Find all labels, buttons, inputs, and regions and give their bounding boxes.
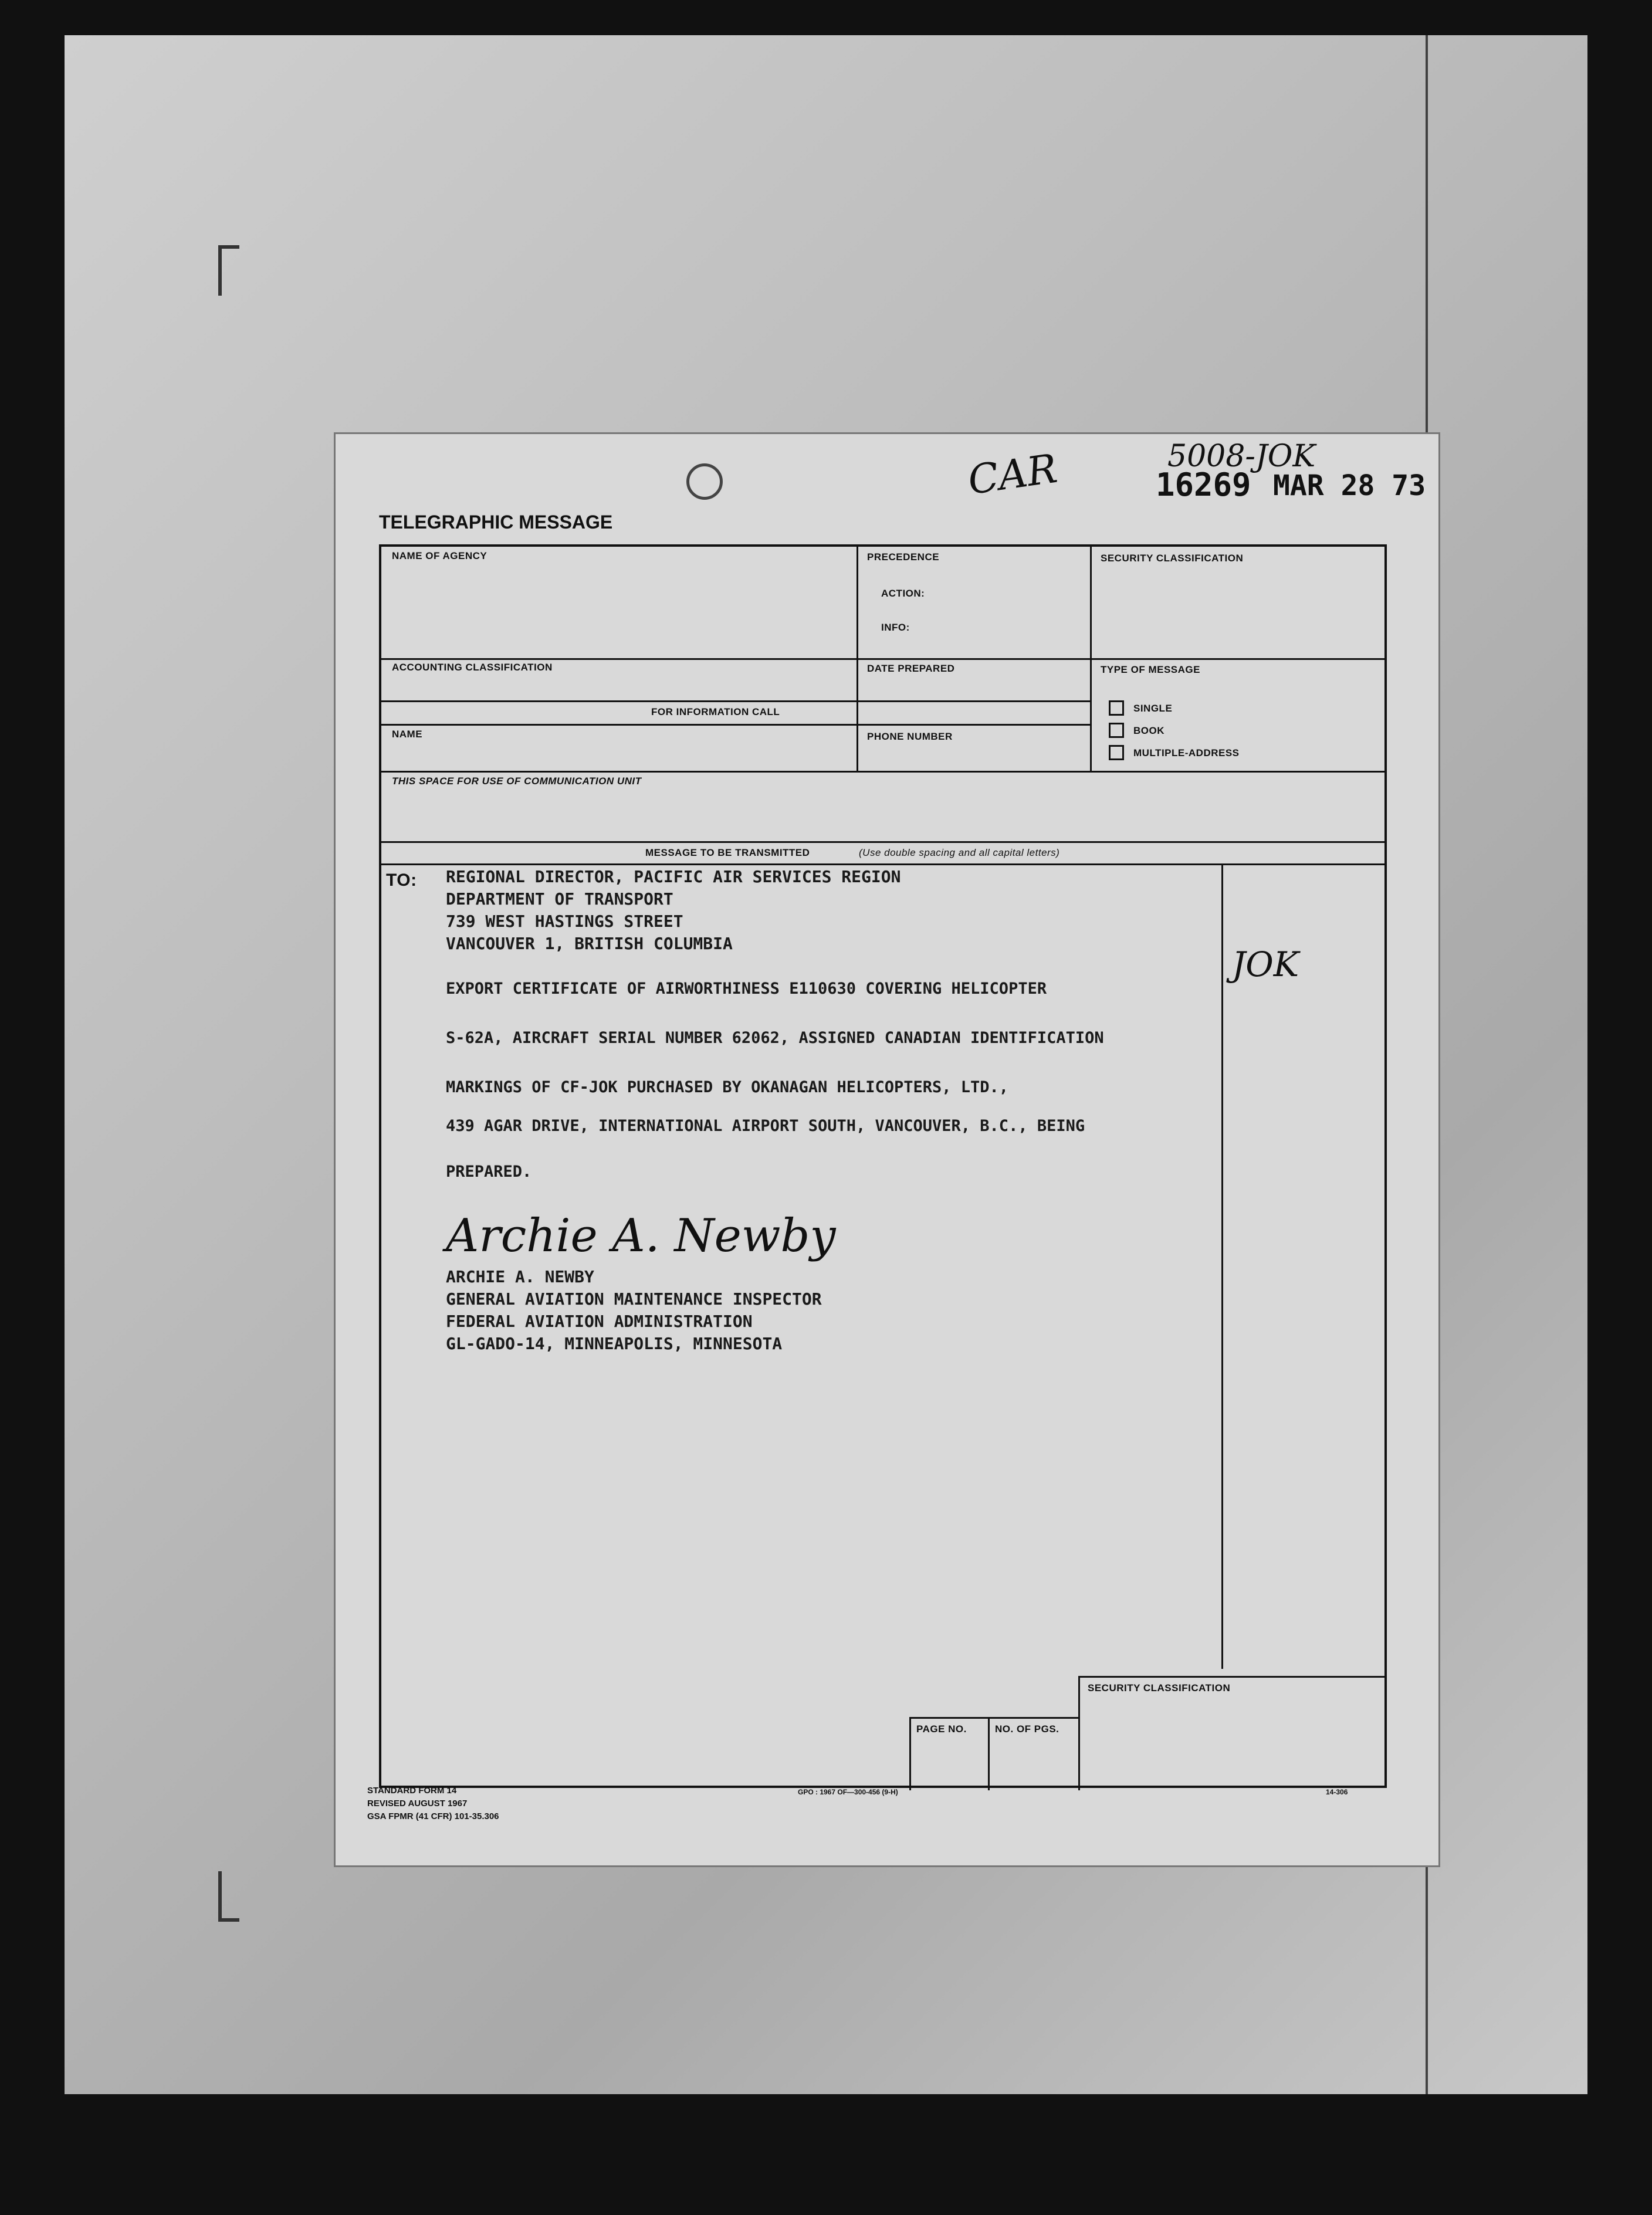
crop-mark-bottom-left [218,1871,239,1922]
signature: Archie A. Newby [446,1210,836,1262]
label-single: SINGLE [1133,703,1173,714]
crop-mark-top-left [218,245,239,296]
signer-line-4: GL-GADO-14, MINNEAPOLIS, MINNESOTA [446,1334,783,1353]
label-security-classification-bottom: SECURITY CLASSIFICATION [1088,1682,1231,1694]
label-name-of-agency: NAME OF AGENCY [392,550,488,561]
label-message-header-note: (Use double spacing and all capital letters) [859,847,1060,858]
handwritten-car: CAR [965,445,1061,504]
punch-hole [686,463,723,500]
body-line-4: 439 AGAR DRIVE, INTERNATIONAL AIRPORT SOUTH, VANCOUVER, B.C., BEING [446,1117,1085,1135]
label-to: TO: [386,871,417,890]
label-security-classification: SECURITY CLASSIFICATION [1101,553,1244,564]
label-precedence: PRECEDENCE [867,551,940,563]
body-line-1: EXPORT CERTIFICATE OF AIRWORTHINESS E110630 COVERING HELICOPTER [446,980,1047,998]
address-line-3: 739 WEST HASTINGS STREET [446,912,683,931]
footer-revised: REVISED AUGUST 1967 [367,1799,468,1808]
footer-form-number: STANDARD FORM 14 [367,1786,457,1796]
footer-fpmr: GSA FPMR (41 CFR) 101-35.306 [367,1811,499,1821]
signer-line-3: FEDERAL AVIATION ADMINISTRATION [446,1312,753,1331]
label-for-information-call: FOR INFORMATION CALL [651,706,780,717]
form-title: TELEGRAPHIC MESSAGE [379,512,613,533]
label-type-of-message: TYPE OF MESSAGE [1101,664,1200,675]
checkbox-multiple-address[interactable] [1109,745,1124,760]
label-name: NAME [392,729,423,740]
address-line-2: DEPARTMENT OF TRANSPORT [446,889,673,909]
signer-line-1: ARCHIE A. NEWBY [446,1267,594,1286]
body-line-2: S-62A, AIRCRAFT SERIAL NUMBER 62062, ASSIGNED CANADIAN IDENTIFICATION [446,1029,1104,1047]
handwritten-margin-note: JOK [1232,944,1299,984]
label-message-header: MESSAGE TO BE TRANSMITTED [645,847,810,858]
label-info: INFO: [881,622,910,633]
label-page-no: PAGE NO. [916,1723,967,1735]
footer-code: 14-306 [1326,1788,1348,1796]
received-date: MAR 28 73 [1273,469,1426,502]
body-line-3: MARKINGS OF CF-JOK PURCHASED BY OKANAGAN HELICOPTERS, LTD., [446,1078,1009,1096]
address-line-1: REGIONAL DIRECTOR, PACIFIC AIR SERVICES REGION [446,867,901,886]
checkbox-single[interactable] [1109,700,1124,716]
signer-line-2: GENERAL AVIATION MAINTENANCE INSPECTOR [446,1289,822,1309]
label-no-of-pgs: NO. OF PGS. [995,1723,1059,1735]
handwritten-file-code: 5008-JOK [1167,439,1316,474]
label-book: BOOK [1133,725,1164,736]
label-date-prepared: DATE PREPARED [867,663,955,674]
label-communication-unit: THIS SPACE FOR USE OF COMMUNICATION UNIT [392,775,642,787]
label-action: ACTION: [881,588,925,599]
checkbox-book[interactable] [1109,723,1124,738]
address-line-4: VANCOUVER 1, BRITISH COLUMBIA [446,934,733,953]
received-number: 16269 [1156,466,1251,503]
label-phone-number: PHONE NUMBER [867,731,953,742]
label-multiple-address: MULTIPLE-ADDRESS [1133,747,1240,758]
footer-gpo: GPO : 1967 OF—300-456 (9-H) [798,1788,898,1796]
label-accounting-classification: ACCOUNTING CLASSIFICATION [392,662,553,673]
body-line-5: PREPARED. [446,1163,532,1181]
